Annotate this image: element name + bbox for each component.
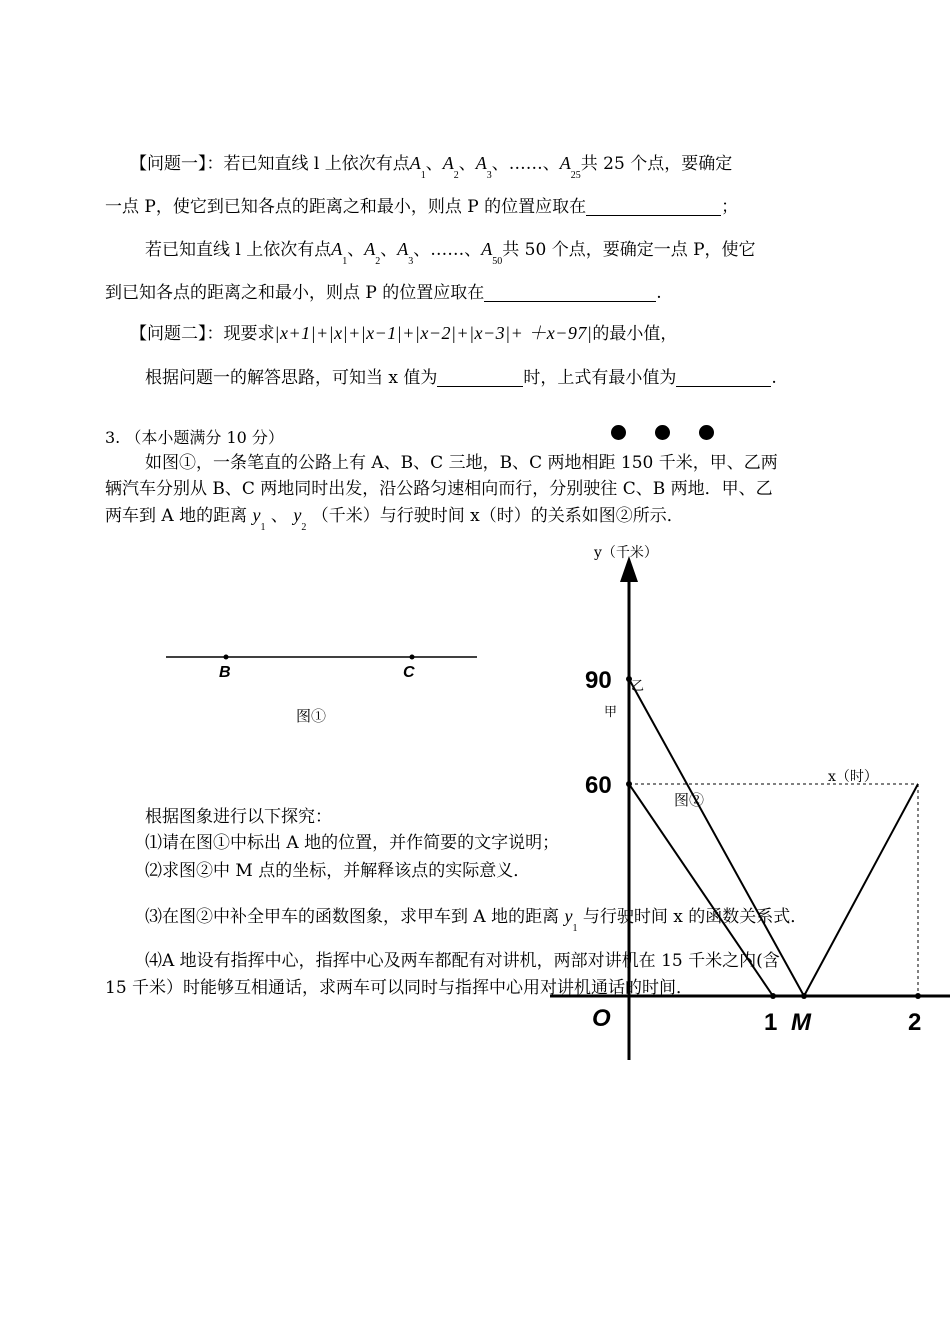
- fig2-caption: 图②: [674, 791, 705, 809]
- text: .: [656, 283, 662, 303]
- var-y: y: [252, 505, 261, 525]
- text: 共 25 个点，要确定: [580, 154, 733, 174]
- q3-p2: 辆汽车分别从 B、C 两地同时出发，沿公路匀速相向而行，分别驶往 C、B 两地．甲、乙: [105, 479, 773, 499]
- line-yi-down: [629, 679, 804, 996]
- subscript: 1: [342, 256, 348, 267]
- origin-label: O: [592, 1005, 611, 1032]
- q3-step4b: 15 千米）时能够互相通话，求两车可以同时与指挥中心用对讲机通话的时间．: [105, 978, 694, 998]
- text: 两车到 A 地的距离: [105, 506, 248, 526]
- var-A: A: [364, 239, 376, 259]
- text: （千米）与行驶时间 x（时）的关系如图②所示．: [311, 506, 684, 526]
- label-B: B: [219, 664, 231, 681]
- text: 与行驶时间 x 的函数关系式．: [582, 907, 808, 927]
- text: 时，上式有最小值为: [523, 368, 677, 388]
- var-A: A: [559, 153, 571, 173]
- text: 根据问题一的解答思路，可知当 x 值为: [145, 368, 438, 388]
- var-y: y: [564, 906, 573, 926]
- point-1: [770, 993, 776, 999]
- point-60: [626, 781, 632, 787]
- x-axis-label: x（时）: [828, 769, 878, 785]
- fig1-caption: 图①: [296, 707, 327, 725]
- var-y: y: [293, 505, 302, 525]
- point-2: [915, 993, 921, 999]
- q3-step2: ⑵求图②中 M 点的坐标，并解释该点的实际意义．: [145, 861, 531, 881]
- var-A: A: [442, 153, 454, 173]
- subscript: 2: [453, 170, 459, 181]
- tick-60: 60: [585, 772, 612, 799]
- ellipsis: 、……、: [413, 240, 482, 260]
- text: 的最小值，: [592, 324, 678, 344]
- text: .: [771, 368, 777, 388]
- text: 到已知各点的距离之和最小，则点 P 的位置应取在: [105, 283, 485, 303]
- text: 【问题一】：若已知直线 l 上依次有点: [130, 154, 410, 174]
- text: ；: [721, 197, 739, 217]
- abs-expression: |x+1|+|x|+|x−1|+|x−2|+|x−3|+ ＋x−97|: [274, 323, 593, 343]
- sep: 、: [380, 240, 398, 260]
- subscript: 50: [492, 256, 503, 267]
- label-yi: 乙: [631, 679, 645, 694]
- q3-explore: 根据图象进行以下探究：: [145, 807, 332, 827]
- tick-M: M: [791, 1009, 811, 1036]
- point-M: [801, 993, 807, 999]
- tick-90: 90: [585, 667, 612, 694]
- label-jia: 甲: [604, 705, 618, 720]
- text: 【问题二】：现要求: [130, 324, 275, 344]
- var-A: A: [331, 239, 343, 259]
- sep: 、: [347, 240, 365, 260]
- label-C: C: [403, 664, 415, 681]
- var-A: A: [481, 239, 493, 259]
- q3-header: 3. （本小题满分 10 分）: [105, 428, 284, 447]
- subscript: 2: [375, 256, 381, 267]
- sep: 、: [458, 154, 476, 174]
- line-yi-up: [804, 784, 918, 996]
- sep: 、: [425, 154, 443, 174]
- ellipsis: 、……、: [491, 154, 560, 174]
- tick-2: 2: [908, 1009, 922, 1036]
- subscript: 1: [420, 170, 426, 181]
- text: 若已知直线 l 上依次有点: [145, 240, 332, 260]
- text: 一点 P，使它到已知各点的距离之和最小，则点 P 的位置应取在: [105, 197, 587, 217]
- text: 共 50 个点，要确定一点 P，使它: [502, 240, 756, 260]
- q3-step3: [145, 905, 807, 940]
- q3-p1: 如图①，一条笔直的公路上有 A、B、C 三地，B、C 两地相距 150 千米，甲、乙两: [145, 453, 778, 473]
- subscript: 3: [408, 256, 414, 267]
- subscript: 2: [301, 522, 307, 533]
- var-A: A: [409, 153, 421, 173]
- subscript: 3: [486, 170, 492, 181]
- subscript: 25: [570, 170, 581, 181]
- sep: 、: [270, 506, 288, 526]
- var-A: A: [397, 239, 409, 259]
- q3-step4a: ⑷A 地设有指挥中心，指挥中心及两车都配有对讲机，两部对讲机在 15 千米之内(含: [145, 951, 780, 971]
- var-A: A: [475, 153, 487, 173]
- q3-step1: ⑴请在图①中标出 A 地的位置，并作简要的文字说明；: [145, 833, 560, 853]
- y-axis-label: y（千米）: [594, 545, 658, 561]
- subscript: 1: [260, 522, 266, 533]
- tick-1: 1: [764, 1009, 778, 1036]
- subscript: 1: [572, 923, 578, 934]
- text: ⑶在图②中补全甲车的函数图象，求甲车到 A 地的距离: [145, 907, 560, 927]
